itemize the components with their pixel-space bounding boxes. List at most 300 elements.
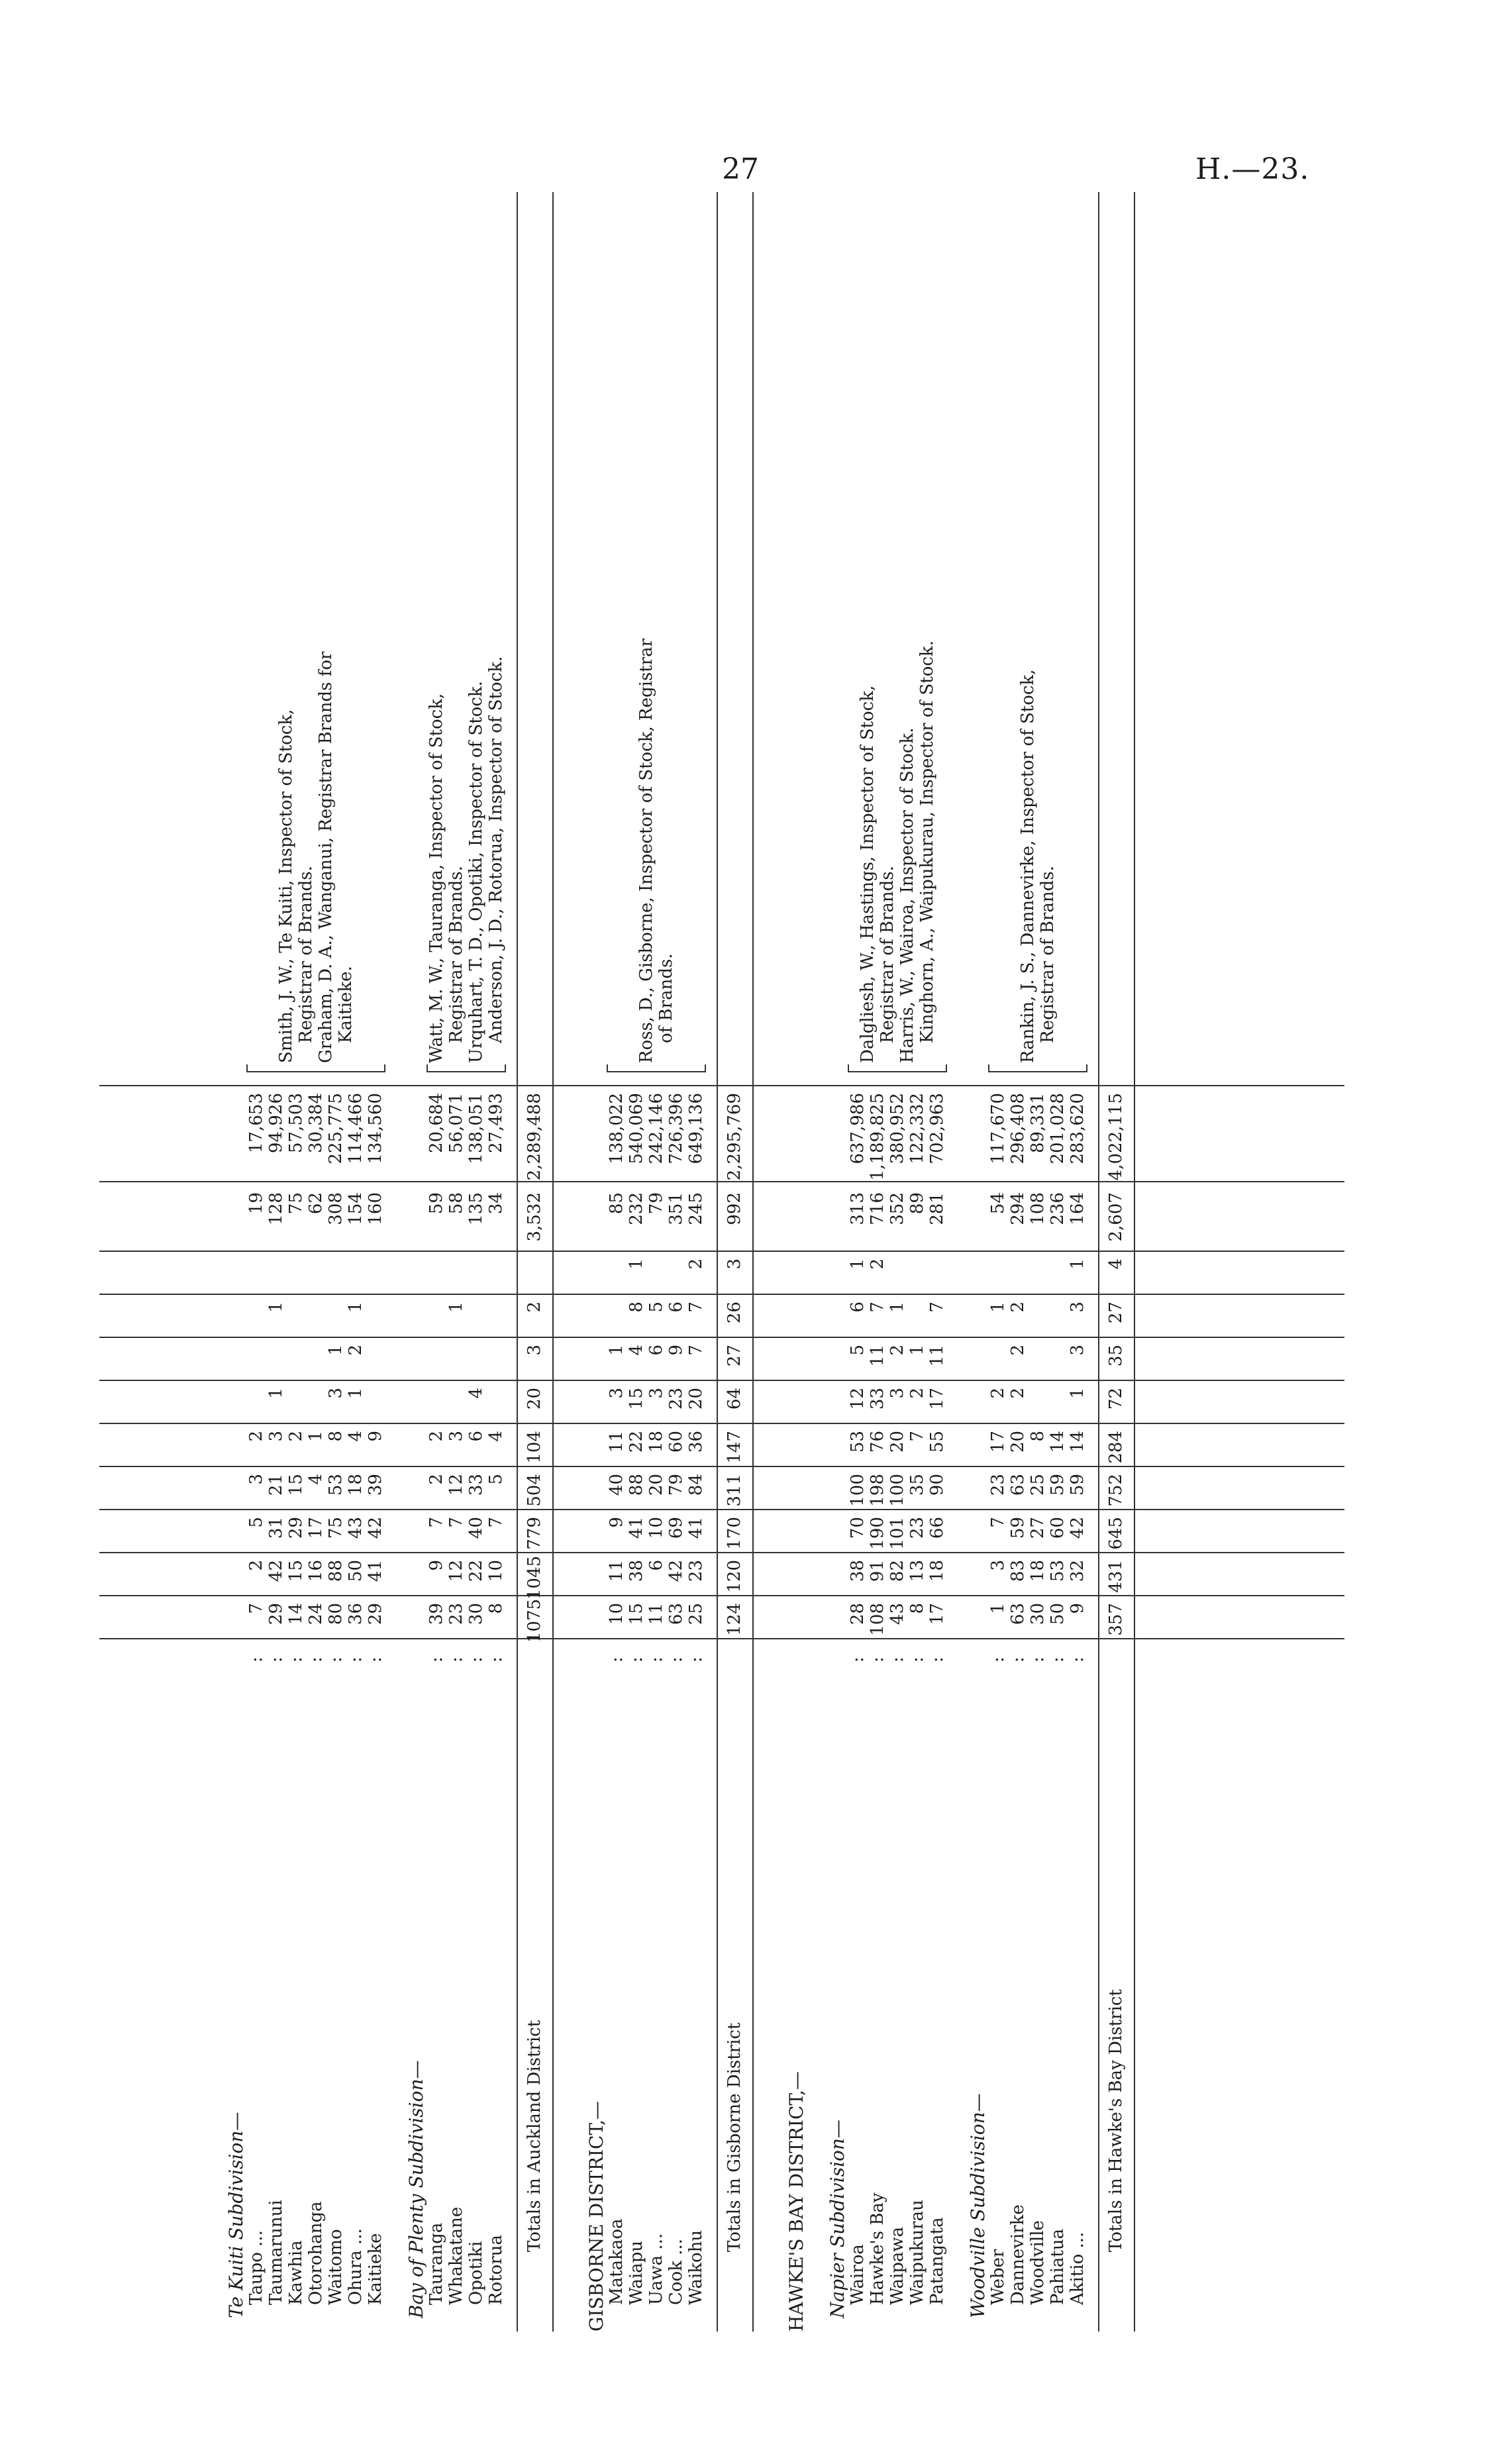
cell-value — [427, 1388, 446, 1424]
cell-value: 1 — [306, 1431, 326, 1442]
cell-value: 18 — [346, 1474, 366, 1496]
cell-value: 2 — [346, 1345, 366, 1356]
cell-value: 7 — [988, 1517, 1008, 1528]
leader-dots: : — [1028, 1657, 1048, 1663]
cell-value: 2 — [868, 1258, 887, 1270]
leader-dots: : — [646, 1657, 666, 1663]
cell-value: 2 — [1008, 1388, 1028, 1399]
total-value: 1045 — [525, 1555, 544, 1600]
totals-row — [525, 192, 544, 2332]
cell-value — [486, 1388, 506, 1424]
cell-value: 21 — [266, 1474, 286, 1496]
total-value: 504 — [525, 1474, 544, 1507]
totals-row — [1106, 192, 1126, 2332]
table-row — [466, 192, 486, 2332]
leader-dots: : — [848, 1657, 868, 1663]
cell-value: 2 — [427, 1474, 446, 1485]
leader-dots: : — [607, 1657, 627, 1663]
district-name: Otorohanga — [306, 2201, 326, 2305]
cell-value: 8 — [907, 1603, 927, 1614]
cell-value: 90 — [927, 1474, 947, 1496]
district-name: Tauranga — [427, 2222, 446, 2305]
cell-value: 3 — [326, 1388, 346, 1399]
district-name: Uawa ... — [646, 2233, 666, 2305]
cell-value: 2 — [1008, 1345, 1028, 1356]
brace — [427, 1064, 506, 1072]
table-row — [246, 192, 266, 2332]
cell-value: 138,051 — [466, 1093, 486, 1164]
cell-value: 2 — [246, 1560, 266, 1571]
cell-value — [1048, 1258, 1068, 1295]
cell-value: 54 — [988, 1192, 1008, 1215]
cell-value — [366, 1258, 385, 1295]
district-name: Taumarunui — [266, 2200, 286, 2305]
cell-value: 236 — [1048, 1192, 1068, 1225]
table-row — [346, 192, 366, 2332]
leader-dots: : — [1068, 1657, 1087, 1663]
leader-dots: : — [486, 1657, 506, 1663]
cell-value: 380,952 — [887, 1093, 907, 1164]
cell-value: 160 — [366, 1192, 385, 1225]
total-value: 26 — [725, 1302, 744, 1324]
leader-dots: : — [286, 1657, 306, 1663]
total-value — [525, 1258, 544, 1295]
leader-dots: : — [868, 1657, 887, 1663]
cell-value — [1028, 1258, 1048, 1295]
cell-value: 7 — [246, 1603, 266, 1614]
page-number: 27 — [722, 152, 759, 186]
district-name: Waikohu — [686, 2230, 706, 2305]
inspector-note: Urquhart, T. D., Opotiki, Inspector of Stock. — [466, 681, 486, 1063]
cell-value: 38 — [848, 1560, 868, 1582]
leader-dots: : — [887, 1657, 907, 1663]
cell-value: 11 — [868, 1345, 887, 1367]
cell-value: 3 — [1068, 1302, 1087, 1313]
cell-value — [446, 1258, 466, 1295]
table-row — [1068, 192, 1087, 2332]
leader-dots: : — [446, 1657, 466, 1663]
cell-value: 1 — [848, 1258, 868, 1270]
district-name: Waiapu — [627, 2240, 646, 2305]
district-name: Wairoa — [848, 2244, 868, 2305]
inspector-note: Smith, J. W., Te Kuiti, Inspector of Stock, — [276, 709, 296, 1063]
cell-value: 7 — [486, 1517, 506, 1528]
cell-value: 40 — [466, 1517, 486, 1539]
cell-value: 726,396 — [666, 1093, 686, 1164]
cell-value: 27 — [1028, 1517, 1048, 1539]
total-value: 4 — [1106, 1258, 1126, 1270]
leader-dots: : — [907, 1657, 927, 1663]
table-row — [887, 192, 907, 2332]
district-name: Patangata — [927, 2217, 947, 2305]
cell-value — [1028, 1345, 1048, 1381]
table-row — [627, 192, 646, 2332]
cell-value: 88 — [326, 1560, 346, 1582]
cell-value: 1 — [1068, 1258, 1087, 1270]
cell-value: 2 — [988, 1388, 1008, 1399]
cell-value: 30,384 — [306, 1093, 326, 1153]
table-row — [306, 192, 326, 2332]
cell-value: 352 — [887, 1192, 907, 1225]
cell-value: 23 — [907, 1517, 927, 1539]
table-row — [266, 192, 286, 2332]
cell-value — [1028, 1302, 1048, 1338]
cell-value: 4 — [486, 1431, 506, 1442]
cell-value: 55 — [927, 1431, 947, 1453]
inspector-note: of Brands. — [656, 953, 676, 1043]
cell-value: 12 — [446, 1474, 466, 1496]
cell-value: 30 — [466, 1603, 486, 1625]
cell-value: 5 — [848, 1345, 868, 1356]
cell-value: 79 — [666, 1474, 686, 1496]
cell-value: 9 — [366, 1431, 385, 1442]
inspector-note: Dalgliesh, W., Hastings, Inspector of Stock, — [858, 685, 878, 1063]
cell-value — [646, 1258, 666, 1295]
cell-value: 5 — [486, 1474, 506, 1485]
inspector-note: Kaitieke. — [336, 966, 356, 1043]
cell-value: 3 — [646, 1388, 666, 1399]
district-name: Cook ... — [666, 2238, 686, 2305]
total-value: 645 — [1106, 1517, 1126, 1550]
totals-row — [725, 192, 744, 2332]
cell-value — [306, 1388, 326, 1424]
cell-value: 7 — [427, 1517, 446, 1528]
cell-value: 36 — [346, 1603, 366, 1625]
table-row — [1028, 192, 1048, 2332]
cell-value — [1048, 1302, 1068, 1338]
cell-value: 58 — [446, 1192, 466, 1215]
cell-value: 28 — [848, 1603, 868, 1625]
cell-value — [427, 1258, 446, 1295]
table-row — [1008, 192, 1028, 2332]
leader-dots: : — [326, 1657, 346, 1663]
cell-value: 6 — [466, 1431, 486, 1442]
cell-value: 100 — [887, 1474, 907, 1507]
inspector-note: Registrar of Brands. — [446, 866, 466, 1043]
cell-value — [486, 1302, 506, 1338]
cell-value: 53 — [326, 1474, 346, 1496]
cell-value: 17,653 — [246, 1093, 266, 1153]
total-value: 170 — [725, 1517, 744, 1550]
cell-value: 3 — [887, 1388, 907, 1399]
totals-label: Totals in Auckland District — [525, 2020, 544, 2252]
cell-value — [306, 1258, 326, 1295]
cell-value: 15 — [286, 1474, 306, 1496]
cell-value: 101 — [887, 1517, 907, 1550]
cell-value: 89,331 — [1028, 1093, 1048, 1153]
cell-value: 39 — [427, 1603, 446, 1625]
cell-value — [466, 1302, 486, 1338]
table-row — [486, 192, 506, 2332]
cell-value: 11 — [607, 1431, 627, 1453]
leader-dots: : — [466, 1657, 486, 1663]
cell-value: 66 — [927, 1517, 947, 1539]
total-value: 104 — [525, 1431, 544, 1464]
cell-value — [366, 1302, 385, 1338]
cell-value — [427, 1345, 446, 1381]
table-row — [1048, 192, 1068, 2332]
cell-value: 1 — [988, 1603, 1008, 1614]
totals-label: Totals in Hawke's Bay District — [1106, 1989, 1126, 2252]
table-row — [686, 192, 706, 2332]
cell-value: 41 — [627, 1517, 646, 1539]
total-value: 27 — [1106, 1302, 1126, 1324]
cell-value: 11 — [607, 1560, 627, 1582]
cell-value: 63 — [666, 1603, 686, 1625]
cell-value: 540,069 — [627, 1093, 646, 1164]
cell-value: 649,136 — [686, 1093, 706, 1164]
cell-value — [907, 1302, 927, 1338]
inspector-note: Anderson, J. D., Rotorua, Inspector of Stock. — [486, 656, 506, 1043]
cell-value: 283,620 — [1068, 1093, 1087, 1164]
cell-value: 18 — [1028, 1560, 1048, 1582]
leader-dots: : — [266, 1657, 286, 1663]
district-name: Woodville — [1028, 2220, 1048, 2305]
cell-value: 11 — [927, 1345, 947, 1367]
cell-value — [1048, 1345, 1068, 1381]
brace — [607, 1064, 706, 1072]
total-value: 2,289,488 — [525, 1093, 544, 1181]
rule — [517, 192, 518, 2332]
cell-value: 20 — [646, 1474, 666, 1496]
section-heading: GISBORNE DISTRICT,— — [585, 2101, 607, 2332]
leader-dots: : — [1048, 1657, 1068, 1663]
cell-value: 10 — [486, 1560, 506, 1582]
cell-value — [246, 1302, 266, 1338]
total-value: 3,532 — [525, 1192, 544, 1242]
leader-dots: : — [246, 1657, 266, 1663]
cell-value: 1 — [607, 1345, 627, 1356]
cell-value — [927, 1258, 947, 1295]
cell-value: 31 — [266, 1517, 286, 1539]
cell-value: 14 — [1068, 1431, 1087, 1453]
brace — [246, 1064, 385, 1072]
cell-value: 702,963 — [927, 1093, 947, 1164]
inspector-note: Ross, D., Gisborne, Inspector of Stock, Registrar — [636, 638, 656, 1063]
brace — [848, 1064, 947, 1072]
section-heading: Te Kuiti Subdivision— — [225, 2112, 247, 2318]
inspector-note: Graham, D. A., Wanganui, Registrar Brands for — [316, 651, 336, 1063]
cell-value: 3 — [988, 1560, 1008, 1571]
table-row — [988, 192, 1008, 2332]
cell-value: 134,560 — [366, 1093, 385, 1164]
table-row — [607, 192, 627, 2332]
cell-value: 281 — [927, 1192, 947, 1225]
cell-value: 27,493 — [486, 1093, 506, 1153]
leader-dots: : — [306, 1657, 326, 1663]
inspector-note: Rankin, J. S., Dannevirke, Inspector of Stock, — [1018, 669, 1038, 1063]
cell-value: 34 — [486, 1192, 506, 1215]
leader-dots: : — [427, 1657, 446, 1663]
cell-value: 35 — [907, 1474, 927, 1496]
total-value: 72 — [1106, 1388, 1126, 1410]
total-value: 779 — [525, 1517, 544, 1550]
cell-value: 114,466 — [346, 1093, 366, 1164]
cell-value — [466, 1258, 486, 1295]
cell-value: 122,332 — [907, 1093, 927, 1164]
cell-value — [887, 1258, 907, 1295]
total-value: 2,295,769 — [725, 1093, 744, 1181]
table-row — [427, 192, 446, 2332]
cell-value: 20 — [887, 1431, 907, 1453]
cell-value: 41 — [366, 1560, 385, 1582]
cell-value: 351 — [666, 1192, 686, 1225]
inspector-note: Registrar of Brands. — [1038, 866, 1058, 1043]
cell-value: 1 — [346, 1302, 366, 1313]
cell-value: 5 — [246, 1517, 266, 1528]
cell-value: 50 — [1048, 1603, 1068, 1625]
cell-value — [486, 1258, 506, 1295]
cell-value: 4 — [627, 1345, 646, 1356]
cell-value — [286, 1302, 306, 1338]
cell-value — [286, 1345, 306, 1381]
cell-value — [446, 1345, 466, 1381]
cell-value: 9 — [427, 1560, 446, 1571]
cell-value: 2 — [686, 1258, 706, 1270]
cell-value: 76 — [868, 1431, 887, 1453]
district-name: Dannevirke — [1008, 2204, 1028, 2305]
cell-value: 15 — [627, 1603, 646, 1625]
district-name: Opotiki — [466, 2241, 486, 2305]
district-name: Weber — [988, 2249, 1008, 2305]
cell-value: 14 — [1048, 1431, 1068, 1453]
cell-value: 40 — [607, 1474, 627, 1496]
cell-value: 18 — [927, 1560, 947, 1582]
total-value: 431 — [1106, 1560, 1126, 1593]
cell-value: 2 — [427, 1431, 446, 1442]
cell-value: 7 — [907, 1431, 927, 1442]
cell-value: 79 — [646, 1192, 666, 1215]
total-value: 357 — [1106, 1603, 1126, 1636]
cell-value: 225,775 — [326, 1093, 346, 1164]
total-value: 35 — [1106, 1345, 1126, 1367]
cell-value: 232 — [627, 1192, 646, 1225]
cell-value: 135 — [466, 1192, 486, 1225]
cell-value: 10 — [646, 1517, 666, 1539]
cell-value: 1 — [907, 1345, 927, 1356]
cell-value: 69 — [666, 1517, 686, 1539]
cell-value: 1 — [988, 1302, 1008, 1313]
cell-value: 1 — [1068, 1388, 1087, 1399]
district-name: Kawhia — [286, 2240, 306, 2305]
cell-value: 11 — [646, 1603, 666, 1625]
cell-value — [346, 1258, 366, 1295]
cell-value — [286, 1258, 306, 1295]
cell-value: 17 — [927, 1388, 947, 1410]
total-value: 311 — [725, 1474, 744, 1507]
total-value: 147 — [725, 1431, 744, 1464]
cell-value: 70 — [848, 1517, 868, 1539]
cell-value: 42 — [266, 1560, 286, 1582]
cell-value: 42 — [666, 1560, 686, 1582]
cell-value: 63 — [1008, 1474, 1028, 1496]
cell-value — [366, 1345, 385, 1381]
cell-value: 7 — [927, 1302, 947, 1313]
inspector-note: Kinghorn, A., Waipukurau, Inspector of Stock. — [917, 641, 937, 1043]
cell-value: 7 — [868, 1302, 887, 1313]
leader-dots: : — [346, 1657, 366, 1663]
leader-dots: : — [686, 1657, 706, 1663]
cell-value: 313 — [848, 1192, 868, 1225]
cell-value: 9 — [666, 1345, 686, 1356]
cell-value: 17 — [927, 1603, 947, 1625]
cell-value: 83 — [1008, 1560, 1028, 1582]
cell-value: 8 — [326, 1431, 346, 1442]
cell-value: 29 — [266, 1603, 286, 1625]
cell-value: 4 — [306, 1474, 326, 1485]
cell-value — [607, 1302, 627, 1338]
cell-value — [486, 1345, 506, 1381]
cell-value: 60 — [666, 1431, 686, 1453]
table-row — [927, 192, 947, 2332]
cell-value: 8 — [627, 1302, 646, 1313]
cell-value: 22 — [627, 1431, 646, 1453]
cell-value: 20,684 — [427, 1093, 446, 1153]
cell-value: 15 — [286, 1560, 306, 1582]
cell-value: 164 — [1068, 1192, 1087, 1225]
cell-value: 56,071 — [446, 1093, 466, 1153]
section-heading: Woodville Subdivision— — [967, 2093, 989, 2318]
rule — [1098, 192, 1099, 2332]
cell-value: 42 — [366, 1517, 385, 1539]
cell-value: 3 — [266, 1431, 286, 1442]
cell-value: 1 — [326, 1345, 346, 1356]
cell-value: 59 — [1008, 1517, 1028, 1539]
cell-value — [246, 1258, 266, 1295]
totals-label: Totals in Gisborne District — [725, 2022, 744, 2252]
total-value: 284 — [1106, 1431, 1126, 1464]
cell-value: 33 — [868, 1388, 887, 1410]
cell-value — [246, 1388, 266, 1424]
cell-value — [326, 1258, 346, 1295]
table-row — [666, 192, 686, 2332]
cell-value: 59 — [427, 1192, 446, 1215]
cell-value: 1 — [266, 1388, 286, 1399]
brace — [988, 1064, 1087, 1072]
cell-value — [466, 1345, 486, 1381]
district-name: Waipawa — [887, 2226, 907, 2305]
cell-value: 7 — [686, 1302, 706, 1313]
cell-value: 8 — [486, 1603, 506, 1614]
cell-value: 100 — [848, 1474, 868, 1507]
cell-value: 1 — [887, 1302, 907, 1313]
cell-value: 53 — [1048, 1560, 1068, 1582]
cell-value: 29 — [366, 1603, 385, 1625]
cell-value: 4 — [346, 1431, 366, 1442]
leader-dots: : — [627, 1657, 646, 1663]
inspector-note: Registrar of Brands. — [296, 866, 316, 1043]
cell-value: 3 — [607, 1388, 627, 1399]
cell-value — [1048, 1388, 1068, 1424]
cell-value: 80 — [326, 1603, 346, 1625]
cell-value: 23 — [988, 1474, 1008, 1496]
cell-value: 38 — [627, 1560, 646, 1582]
cell-value: 9 — [607, 1517, 627, 1528]
cell-value: 75 — [286, 1192, 306, 1215]
cell-value: 6 — [646, 1345, 666, 1356]
cell-value: 190 — [868, 1517, 887, 1550]
cell-value: 16 — [306, 1560, 326, 1582]
cell-value: 63 — [1008, 1603, 1028, 1625]
section-heading: Bay of Plenty Subdivision— — [405, 2060, 427, 2318]
cell-value: 89 — [907, 1192, 927, 1215]
cell-value: 59 — [1048, 1474, 1068, 1496]
cell-value — [286, 1388, 306, 1424]
cell-value: 7 — [686, 1345, 706, 1356]
cell-value: 15 — [627, 1388, 646, 1410]
cell-value: 14 — [286, 1603, 306, 1625]
district-name: Akitio ... — [1068, 2232, 1087, 2305]
